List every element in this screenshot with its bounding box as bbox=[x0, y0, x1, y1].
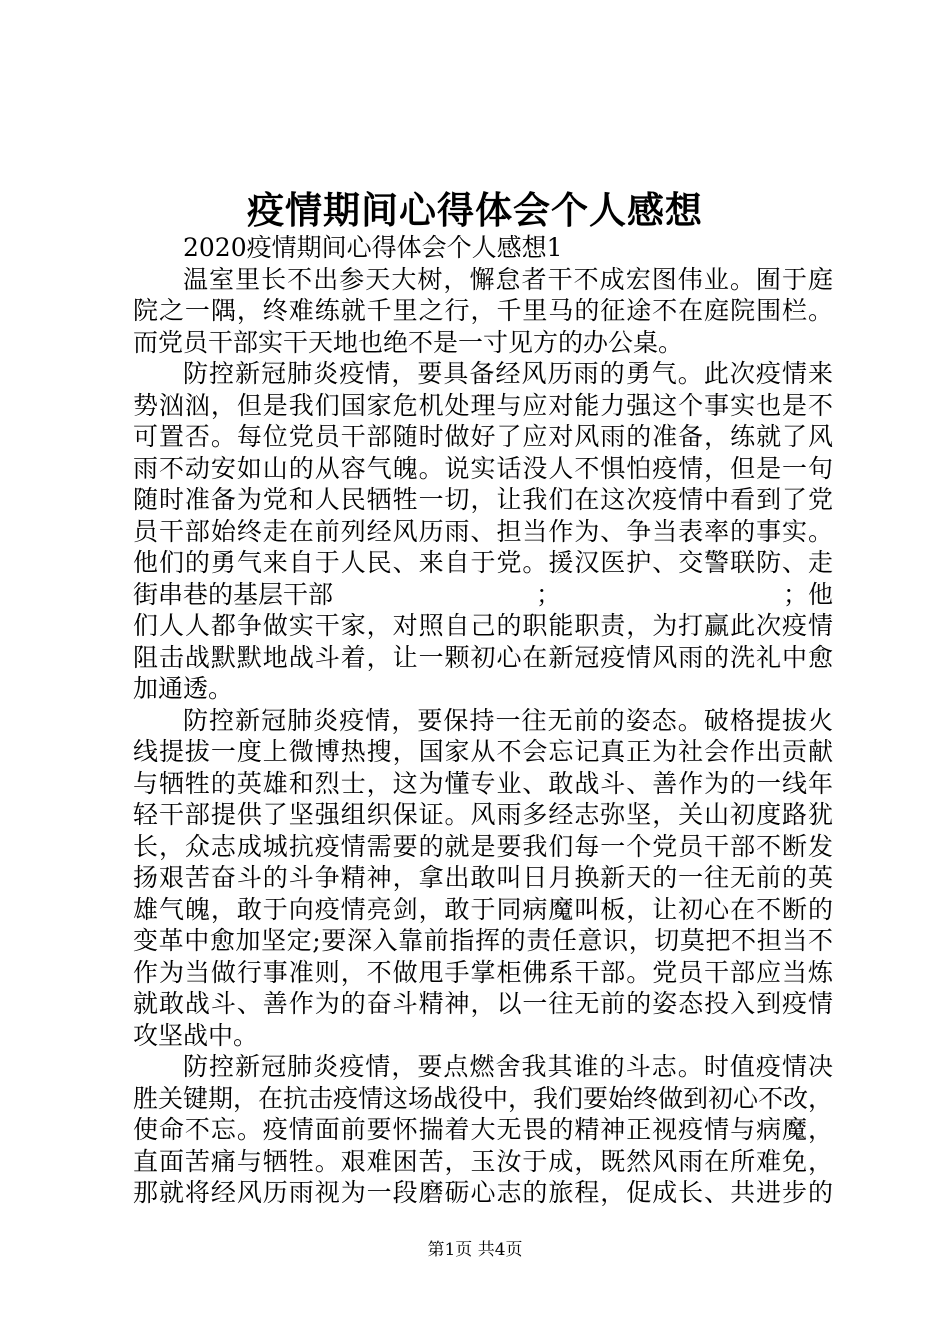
paragraph-line-gapped bbox=[133, 579, 833, 611]
document-subtitle: 2020疫情期间心得体会个人感想1 bbox=[183, 233, 563, 262]
paragraph-line: 们人人都争做实干家，对照自己的职能职责，为打赢此次疫情 bbox=[133, 611, 833, 640]
paragraph-line: 攻坚战中。 bbox=[133, 1020, 259, 1050]
paragraph-line: 轻干部提供了坚强组织保证。风雨多经志弥坚，关山初度路犹 bbox=[133, 800, 833, 829]
paragraph-line: 加通透。 bbox=[133, 674, 234, 703]
paragraph-line: 扬艰苦奋斗的斗争精神，拿出敢叫日月换新天的一往无前的英 bbox=[133, 863, 833, 892]
paragraph-line: 胜关键期，在抗击疫情这场战役中，我们要始终做到初心不改， bbox=[133, 1083, 834, 1113]
paragraph-line: 防控新冠肺炎疫情，要保持一往无前的姿态。破格提拔火 bbox=[183, 705, 833, 735]
paragraph-line: 可置否。每位党员干部随时做好了应对风雨的准备，练就了风 bbox=[133, 422, 833, 451]
paragraph-line-end: ；他 bbox=[782, 579, 833, 609]
paragraph-line: 而党员干部实干天地也绝不是一寸见方的办公桌。 bbox=[133, 327, 684, 357]
paragraph-line: 线提拔一度上微博热搜，国家从不会忘记真正为社会作出贡献 bbox=[133, 737, 833, 766]
paragraph-line-mid: ； bbox=[536, 579, 562, 609]
paragraph-line: 防控新冠肺炎疫情，要点燃舍我其谁的斗志。时值疫情决 bbox=[183, 1052, 833, 1081]
paragraph-line: 与牺牲的英雄和烈士，这为懂专业、敢战斗、善作为的一线年 bbox=[133, 768, 833, 798]
paragraph-line: 直面苦痛与牺牲。艰难困苦，玉汝于成，既然风雨在所难免， bbox=[133, 1146, 833, 1176]
paragraph-line: 那就将经风历雨视为一段磨砺心志的旅程，促成长、共进步的 bbox=[133, 1178, 833, 1207]
paragraph-line: 院之一隅，终难练就千里之行，千里马的征途不在庭院围栏。 bbox=[133, 296, 833, 325]
paragraph-line: 作为当做行事准则，不做甩手掌柜佛系干部。党员干部应当炼 bbox=[133, 957, 833, 987]
paragraph-line: 雄气魄，敢于向疫情亮剑，敢于同病魔叫板，让初心在不断的 bbox=[133, 894, 833, 924]
document-title: 疫情期间心得体会个人感想 bbox=[247, 188, 703, 232]
paragraph-line: 员干部始终走在前列经风历雨、担当作为、争当表率的事实。 bbox=[133, 516, 833, 546]
page-footer: 第1页 共4页 bbox=[427, 1240, 523, 1260]
paragraph-line: 他们的勇气来自于人民、来自于党。援汉医护、交警联防、走 bbox=[133, 548, 833, 577]
paragraph-line-start: 街串巷的基层干部 bbox=[133, 579, 334, 609]
paragraph-line: 势汹汹，但是我们国家危机处理与应对能力强这个事实也是不 bbox=[133, 390, 833, 420]
paragraph-line: 温室里长不出参天大树，懈怠者干不成宏图伟业。囿于庭 bbox=[183, 264, 833, 294]
document-body bbox=[133, 232, 833, 1209]
paragraph-line: 就敢战斗、善作为的奋斗精神，以一往无前的姿态投入到疫情 bbox=[133, 989, 833, 1018]
paragraph-line: 雨不动安如山的从容气魄。说实话没人不惧怕疫情，但是一句 bbox=[133, 453, 833, 483]
paragraph-line: 长，众志成城抗疫情需要的就是要我们每一个党员干部不断发 bbox=[133, 831, 833, 861]
paragraph-line: 阻击战默默地战斗着，让一颗初心在新冠疫情风雨的洗礼中愈 bbox=[133, 642, 833, 672]
paragraph-line: 变革中愈加坚定;要深入靠前指挥的责任意识，切莫把不担当不 bbox=[133, 926, 833, 955]
paragraph-line: 使命不忘。疫情面前要怀揣着大无畏的精神正视疫情与病魔， bbox=[133, 1115, 833, 1144]
paragraph-line: 随时准备为党和人民牺牲一切，让我们在这次疫情中看到了党 bbox=[133, 485, 833, 514]
paragraph-line: 防控新冠肺炎疫情，要具备经风历雨的勇气。此次疫情来 bbox=[183, 359, 833, 388]
